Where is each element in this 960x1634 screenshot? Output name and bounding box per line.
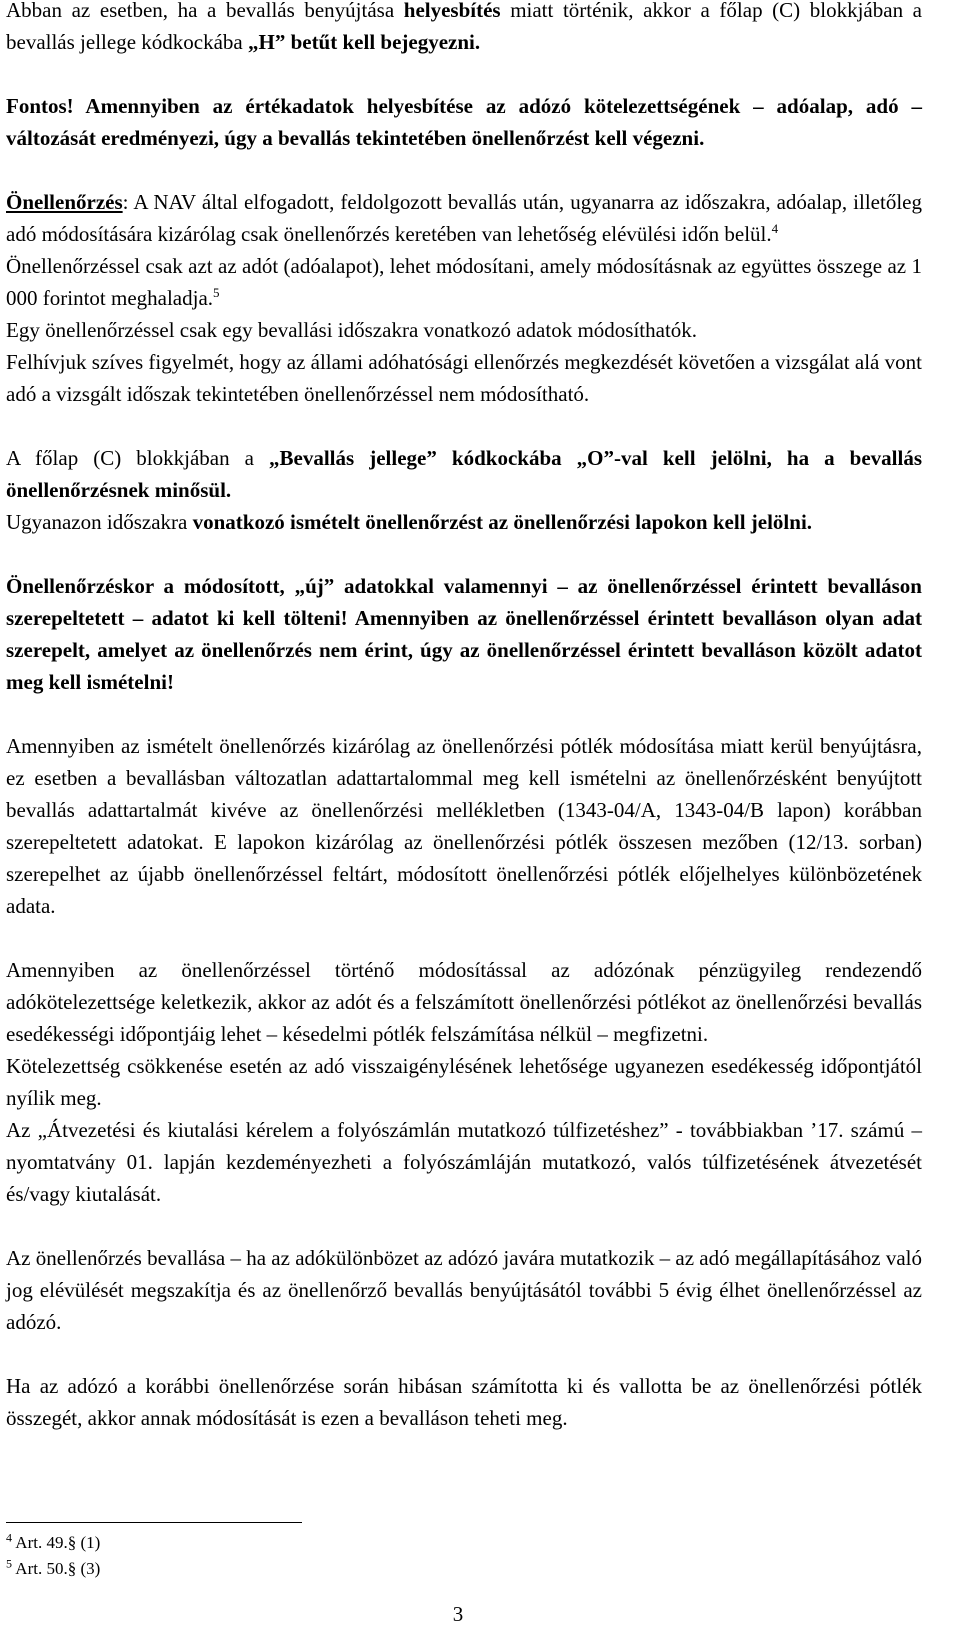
- footnote-ref-4[interactable]: 4: [771, 221, 779, 236]
- footnote-divider: [6, 1522, 302, 1523]
- paragraph-onellenorzes-threshold: Önellenőrzéssel csak azt az adót (adóalapot), lehet módosítani, amely módosításnak az együttes összege az 1 000 forintot meghaladja.$^5$: [6, 254, 922, 310]
- paragraph-atvezetes: Az „Átvezetési és kiutalási kérelem a folyószámlán mutatkozó túlfizetéshez” - továbbiakban ’17. számú – nyomtatvány 01. lapján kezdeményezheti a folyószámláján mutatkozó, valós túlfizetésének átvezetését és/vagy kiutalását.: [6, 1118, 922, 1206]
- paragraph-audit-notice: Felhívjuk szíves figyelmét, hogy az állami adóhatósági ellenőrzés megkezdését követően a vizsgálat alá vont adó a vizsgált időszak tekintetében önellenőrzéssel nem módosítható.: [6, 350, 922, 406]
- paragraph-hibas-potlek: Ha az adózó a korábbi önellenőrzése során hibásan számította ki és vallotta be az önellenőrzési pótlék összegét, akkor annak módosítását is ezen a bevalláson teheti meg.: [6, 1374, 922, 1430]
- paragraph-ismetelt-onellenorzes: Ugyanazon időszakra vonatkozó ismételt önellenőrzést az önellenőrzési lapokon kell jelölni.: [6, 510, 813, 534]
- page-number: 3: [452, 1602, 464, 1626]
- footnote-ref-5[interactable]: 5: [213, 285, 220, 300]
- paragraph-potlek-modositas: Amennyiben az ismételt önellenőrzés kizárólag az önellenőrzési pótlék módosítása miatt kerül benyújtásra, ez esetben a bevallásban változatlan adattartalommal meg kell ismételni az önellenőrzésként benyújtott bevallás adattartalmát kivéve az önellenőrzési mellékletben (1343-04/A, 1343-04/B lapon) korábban szerepeltetett adatokat. E lapokon kizárólag az önellenőrzési pótlék összesen mezőben (12/13. sorban) szerepelhet az újabb önellenőrzéssel feltárt, módosított önellenőrzési pótlék előjelhelyes különbözetének adata.: [6, 734, 922, 918]
- footnote-5: $^5$ Art. 50.§ (3): [6, 1556, 101, 1578]
- paragraph-uj-adatok: Önellenőrzéskor a módosított, „új” adatokkal valamennyi – az önellenőrzéssel érintett bevalláson szerepeltetett – adatot ki kell tölteni! Amennyiben az önellenőrzéssel érintett bevalláson olyan adat szerepelt, amelyet az önellenőrzés nem érint, úgy az önellenőrzéssel érintett bevalláson közölt adatot meg kell ismételni!: [6, 574, 922, 694]
- paragraph-elevules: Az önellenőrzés bevallása – ha az adókülönbözet az adózó javára mutatkozik – az adó megállapításához való jog elévülését megszakítja és az önellenőrző bevallás benyújtásától további 5 évig élhet önellenőrzéssel az adózó.: [6, 1246, 923, 1334]
- document-body: [6, 0, 922, 1434]
- paragraph-helyesbites: Abban az esetben, ha a bevallás benyújtása helyesbítés miatt történik, akkor a főlap (C) blokkjában a bevallás jellege kódkockába „H” betűt kell bejegyezni.: [6, 0, 922, 54]
- paragraph-onellenorzes-definition: Önellenőrzés: A NAV által elfogadott, feldolgozott bevallás után, ugyanarra az időszakra, adóalap, illetőleg adó módosítására kizárólag csak önellenőrzés keretében van lehetőség elévülési időn belül.$^4$: [6, 190, 922, 246]
- paragraph-visszaigenyles: Kötelezettség csökkenése esetén az adó visszaigénylésének lehetősége ugyanezen esedékesség időpontjától nyílik meg.: [6, 1054, 922, 1110]
- paragraph-fontos: Fontos! Amennyiben az értékadatok helyesbítése az adózó kötelezettségének – adóalap, adó – változását eredményezi, úgy a bevallás tekintetében önellenőrzést kell végezni.: [6, 94, 922, 150]
- paragraph-single-period: Egy önellenőrzéssel csak egy bevallási időszakra vonatkozó adatok módosíthatók.: [6, 318, 698, 342]
- paragraph-bevallas-jellege: A főlap (C) blokkjában a „Bevallás jellege” kódkockába „O”-val kell jelölni, ha a bevallás önellenőrzésnek minősül.: [6, 446, 922, 502]
- paragraph-fizetes: Amennyiben az önellenőrzéssel történő módosítással az adózónak pénzügyileg rendezendő adókötelezettsége keletkezik, akkor az adót és a felszámított önellenőrzési pótlékot az önellenőrzési bevallás esedékességi időpontjáig lehet – késedelmi pótlék felszámítása nélkül – megfizetni.: [6, 958, 922, 1046]
- footnote-4: $^4$ Art. 49.§ (1): [6, 1530, 101, 1552]
- footnotes: [6, 1530, 100, 1582]
